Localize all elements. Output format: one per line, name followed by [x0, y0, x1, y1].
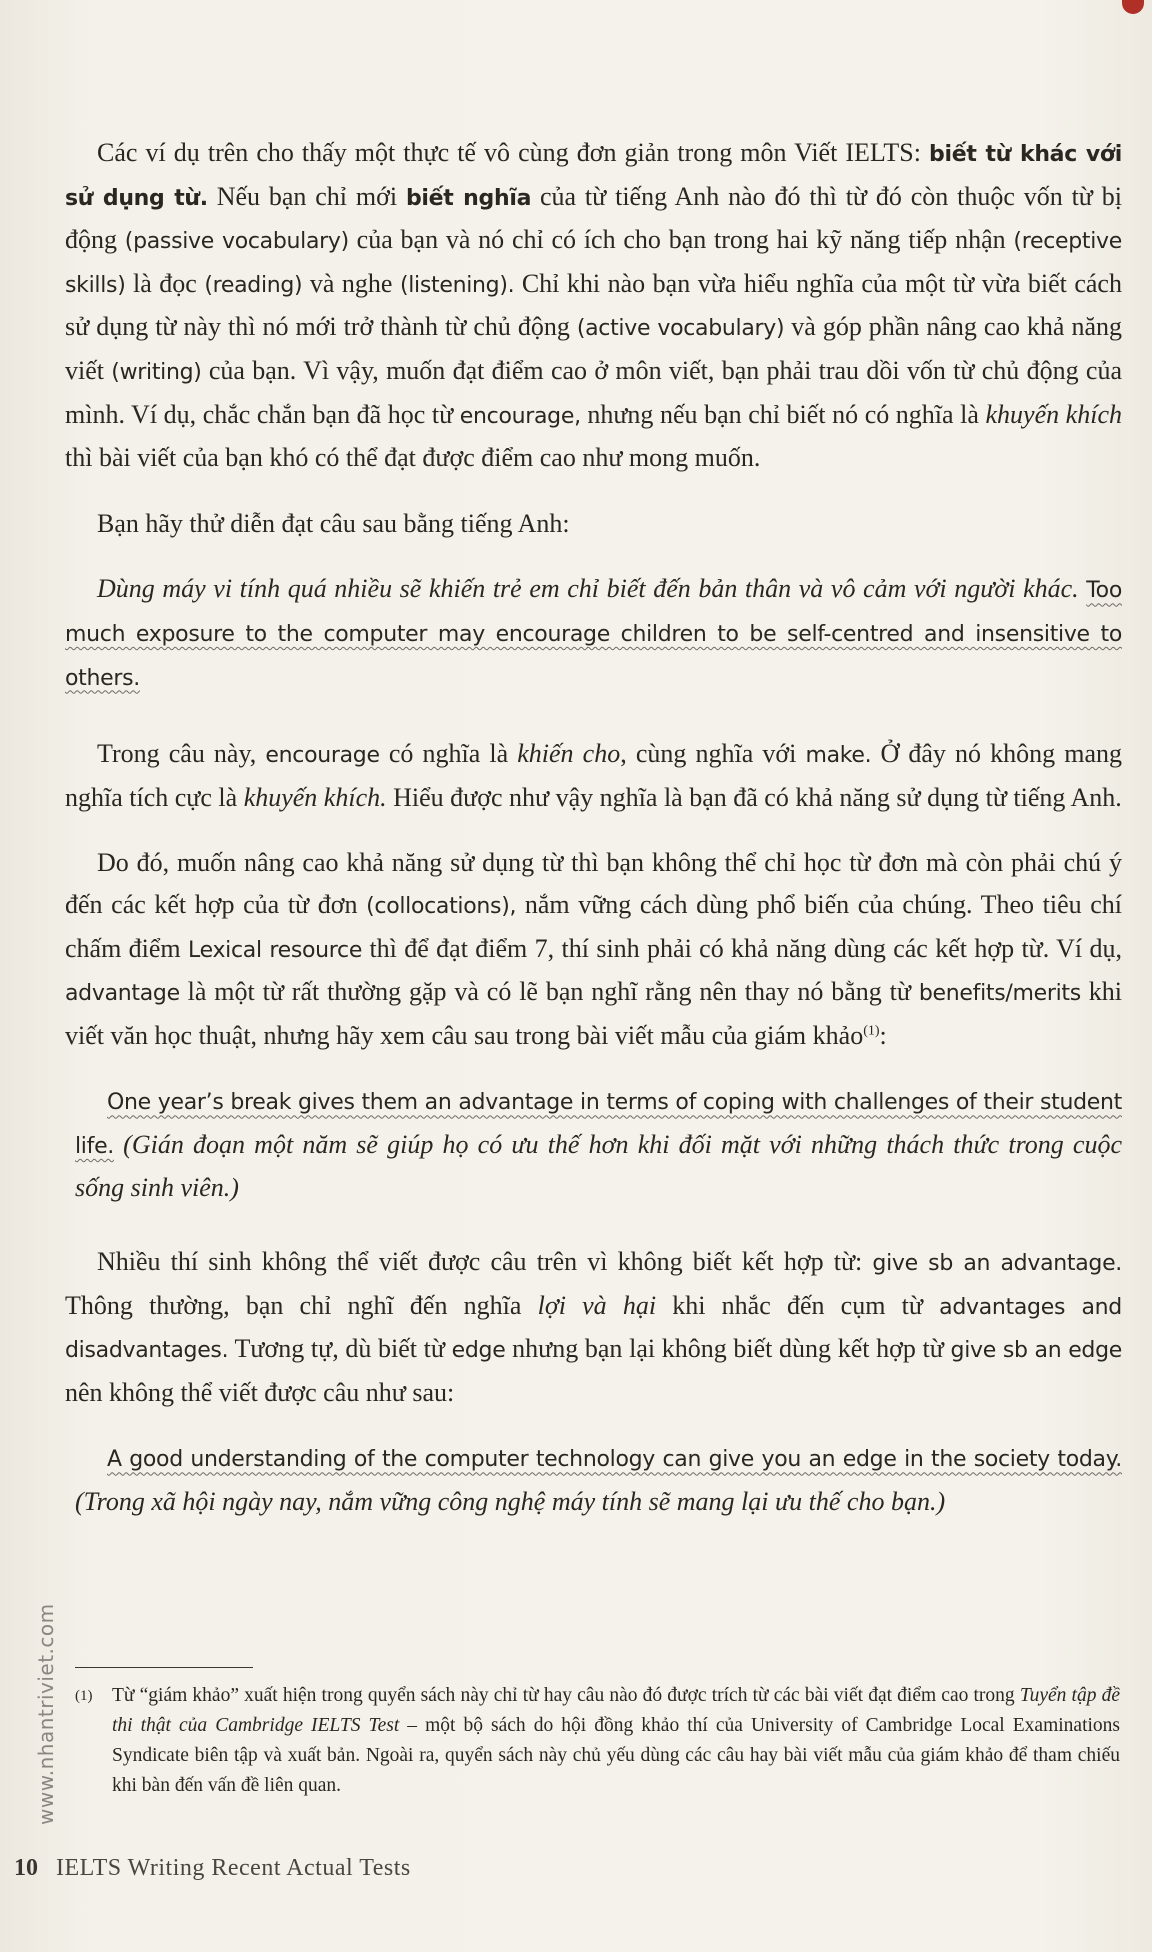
- book-title: IELTS Writing Recent Actual Tests: [56, 1855, 411, 1881]
- paragraph-4: Do đó, muốn nâng cao khả năng sử dụng từ thì bạn không thể chỉ học từ đơn mà còn phải chú ý đến các kết hợp của từ đơn (collocations), nắm vững cách dùng phổ biến của chúng. Theo tiêu chí chấm điểm Lexical resource thì để đạt điểm 7, thí sinh phải có khả năng dùng các kết hợp từ. Ví dụ, advantage là một từ rất thường gặp và có lẽ bạn nghĩ rằng nên thay nó bằng từ benefits/merits khi viết văn học thuật, nhưng hãy xem câu sau trong bài viết mẫu của giám khảo$^{(1)}$:: [65, 848, 1123, 1050]
- paragraph-2: Bạn hãy thử diễn đạt câu sau bằng tiếng Anh:: [97, 508, 570, 538]
- paragraph-1: Các ví dụ trên cho thấy một thực tế vô cùng đơn giản trong môn Viết IELTS: biết từ khác với sử dụng từ. Nếu bạn chỉ mới biết nghĩa của từ tiếng Anh nào đó thì từ đó còn thuộc vốn từ bị động (passive vocabulary) của bạn và nó chỉ có ích cho bạn trong hai kỹ năng tiếp nhận (receptive skills) là đọc (reading) và nghe (listening). Chỉ khi nào bạn vừa hiểu nghĩa của một từ vừa biết cách sử dụng từ này thì nó mới trở thành từ chủ động (active vocabulary) và góp phần nâng cao khả năng viết (writing) của bạn. Vì vậy, muốn đạt điểm cao ở môn viết, bạn phải trau dồi vốn từ chủ động của mình. Ví dụ, chắc chắn bạn đã học từ encourage, nhưng nếu bạn chỉ biết nó có nghĩa là khuyến khích thì bài viết của bạn khó có thể đạt được điểm cao như mong muốn.: [65, 138, 1123, 473]
- side-website-url: www.nhantriviet.com: [34, 1603, 58, 1825]
- page-number: 10: [14, 1855, 38, 1881]
- paragraph-3: Trong câu này, encourage có nghĩa là khiến cho, cùng nghĩa với make. Ở đây nó không mang nghĩa tích cực là khuyến khích. Hiểu được như vậy nghĩa là bạn đã có khả năng sử dụng từ tiếng Anh.: [65, 739, 1123, 812]
- footnote-marker: (1): [75, 1688, 93, 1704]
- footnote-text: Từ “giám khảo” xuất hiện trong quyển sách này chỉ từ hay câu nào đó được trích từ các bài viết đạt điểm cao trong Tuyển tập đề thi thật của Cambridge IELTS Test – một bộ sách do hội đồng khảo thí của University of Cambridge Local Examinations Syndicate biên tập và xuất bản. Ngoài ra, quyển sách này chủ yếu dùng các câu hay bài viết mẫu của giám khảo để tham chiếu khi bàn đến vấn đề liên quan.: [112, 1685, 1121, 1796]
- main-text: [65, 132, 1122, 1547]
- example-1: Dùng máy vi tính quá nhiều sẽ khiến trẻ em chỉ biết đến bản thân và vô cảm với người khác. Too much exposure to the computer may encourage children to be self-centred and insensitive to others.: [65, 574, 1123, 691]
- footnote: [75, 1681, 1120, 1801]
- example-3: A good understanding of the computer technology can give you an edge in the society today. (Trong xã hội ngày nay, nắm vững công nghệ máy tính sẽ mang lại ưu thế cho bạn.): [75, 1447, 1122, 1517]
- example-2: One year’s break gives them an advantage in terms of coping with challenges of their student life. (Gián đoạn một năm sẽ giúp họ có ưu thế hơn khi đối mặt với những thách thức trong cuộc sống sinh viên.): [75, 1090, 1122, 1203]
- corner-bookmark-mark: [1122, 0, 1144, 14]
- footnote-divider: [75, 1667, 253, 1668]
- page-footer: [14, 1855, 411, 1882]
- paragraph-5: Nhiều thí sinh không thể viết được câu trên vì không biết kết hợp từ: give sb an advantage. Thông thường, bạn chỉ nghĩ đến nghĩa lợi và hại khi nhắc đến cụm từ advantages and disadvantages. Tương tự, dù biết từ edge nhưng bạn lại không biết dùng kết hợp từ give sb an edge nên không thể viết được câu như sau:: [65, 1247, 1123, 1407]
